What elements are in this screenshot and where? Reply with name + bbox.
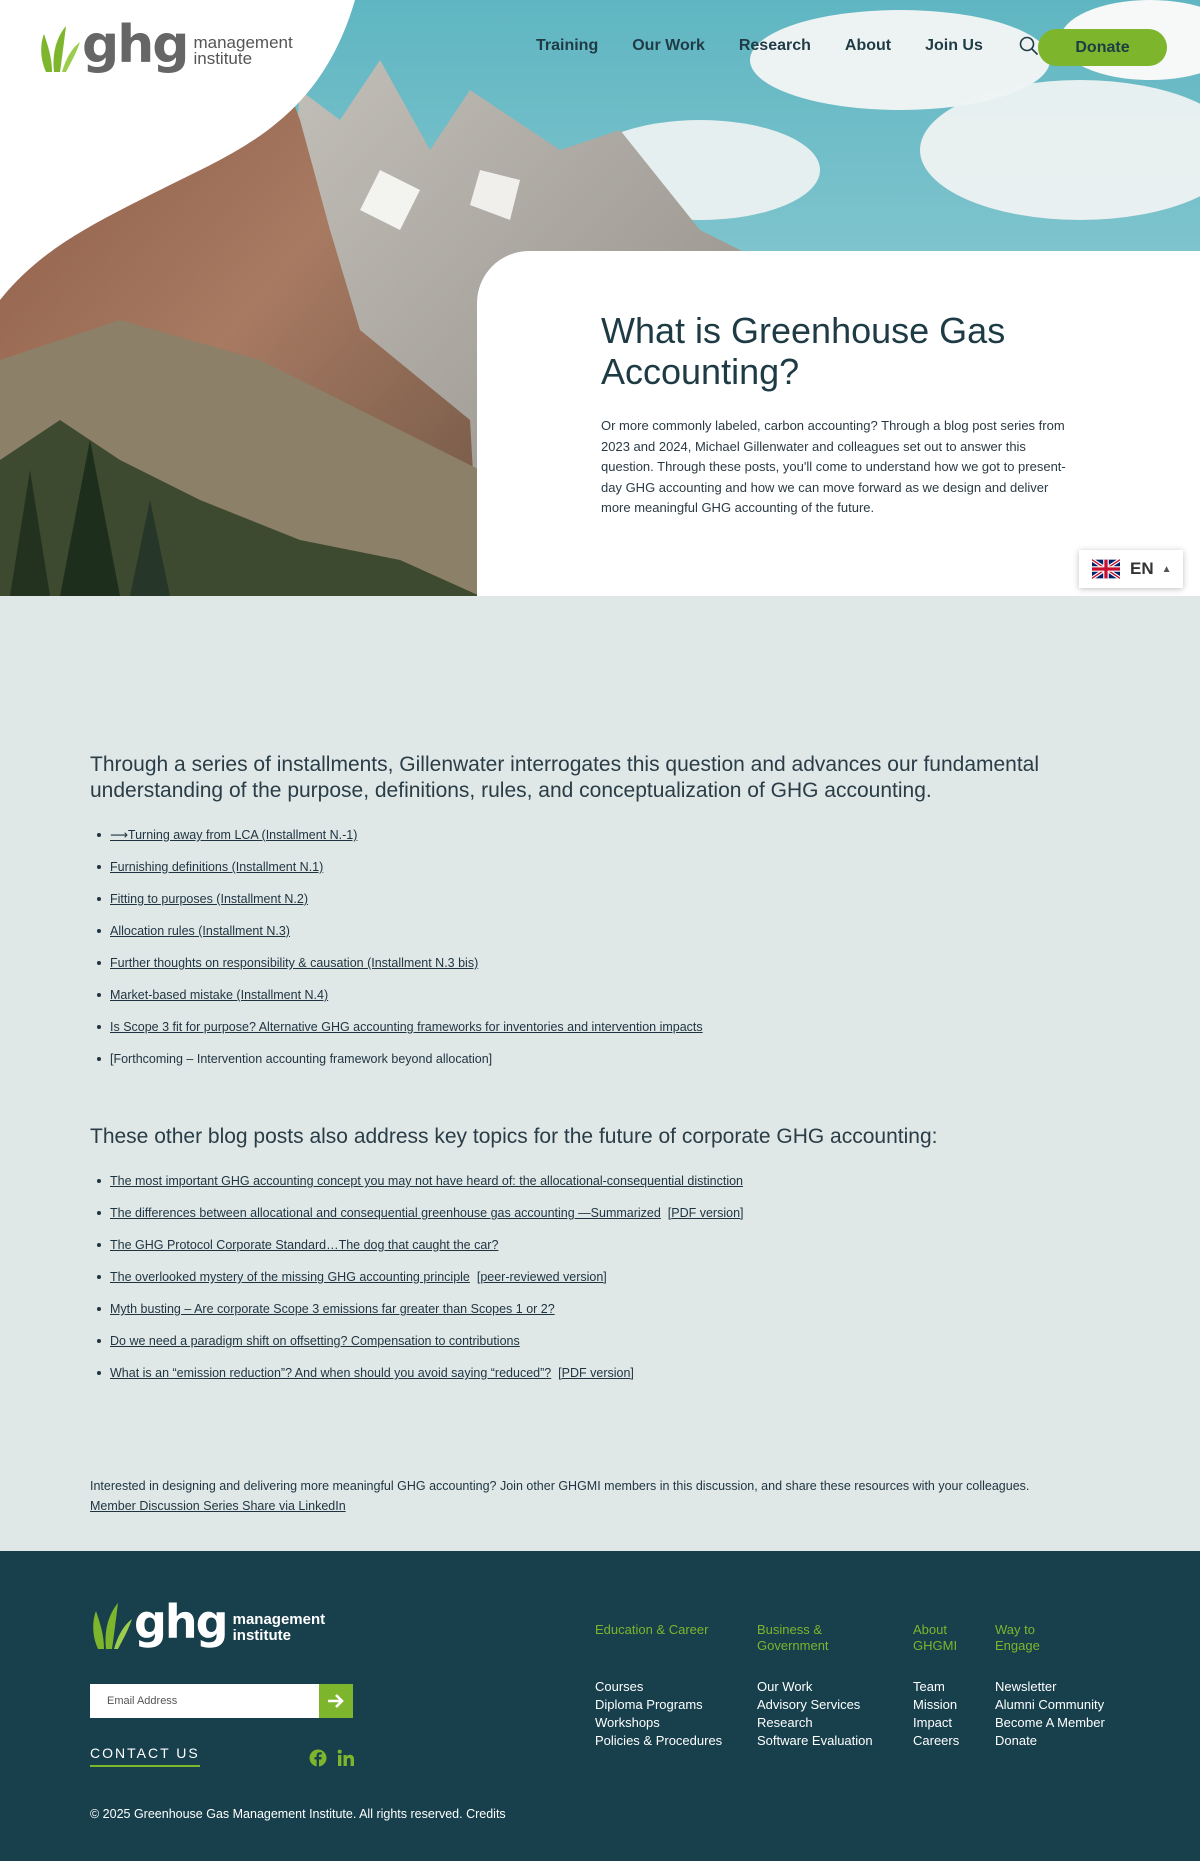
logo-subtitle-1: management <box>232 1611 326 1628</box>
logo-wordmark: ghg <box>82 15 188 75</box>
list-item <box>97 1018 703 1050</box>
footer-link[interactable]: Diploma Programs <box>595 1697 703 1712</box>
list-item <box>97 986 703 1018</box>
installment-link[interactable]: Fitting to purposes (Installment N.2) <box>110 892 308 906</box>
logo-subtitle-2: institute <box>232 1627 291 1644</box>
footer-link[interactable]: Become A Member <box>995 1715 1105 1730</box>
donate-button[interactable]: Donate <box>1038 29 1167 66</box>
main-nav <box>536 36 1075 56</box>
footer-link[interactable]: Impact <box>913 1715 953 1730</box>
pdf-version-link[interactable]: PDF version <box>671 1206 741 1220</box>
list-item <box>97 1236 744 1268</box>
nav-about[interactable]: About <box>844 37 892 54</box>
nav-join-us[interactable]: Join Us <box>925 37 983 54</box>
list-item <box>97 1268 744 1300</box>
footer-col-heading: Business & Government <box>757 1622 829 1653</box>
post-link[interactable]: The GHG Protocol Corporate Standard…The dog that caught the car? <box>110 1238 499 1252</box>
email-input[interactable]: Email Address <box>90 1684 319 1718</box>
bracket-open: [ <box>660 1206 672 1220</box>
linkedin-icon[interactable] <box>337 1749 355 1767</box>
list-item <box>97 1172 744 1204</box>
footer-link[interactable]: Courses <box>595 1679 644 1694</box>
logo-wordmark: ghg <box>134 1595 227 1649</box>
list-item <box>97 1204 744 1236</box>
footer-link[interactable]: Advisory Services <box>757 1697 861 1712</box>
share-linkedin-link[interactable]: Member Discussion Series Share via LinkedIn <box>90 1499 346 1513</box>
footer-link[interactable]: Our Work <box>757 1679 813 1694</box>
bracket-open: [ <box>551 1366 562 1380</box>
footer-link[interactable]: Newsletter <box>995 1679 1057 1694</box>
list-item <box>97 954 703 986</box>
facebook-icon[interactable] <box>309 1749 327 1767</box>
footer-col-heading: Way to Engage <box>995 1622 1040 1653</box>
footer-link[interactable]: Mission <box>913 1697 958 1712</box>
main-content <box>0 596 1200 1551</box>
other-posts-lead-text: These other blog posts also address key topics for the future of corporate GHG accounting: <box>90 1125 938 1148</box>
installment-link[interactable]: Furnishing definitions (Installment N.1) <box>110 860 324 874</box>
arrow-right-icon <box>327 1693 345 1709</box>
list-item <box>97 858 703 890</box>
contact-us-link[interactable]: CONTACT US <box>90 1745 200 1767</box>
footer-link[interactable]: Team <box>913 1679 945 1694</box>
post-link[interactable]: What is an “emission reduction”? And when should you avoid saying “reduced”? <box>110 1366 552 1380</box>
list-item <box>97 1300 744 1332</box>
footer-link[interactable]: Software Evaluation <box>757 1733 873 1748</box>
list-item <box>97 1332 744 1364</box>
chevron-up-icon: ▲ <box>1161 563 1172 575</box>
list-item <box>97 1050 703 1082</box>
intro-paragraph: Or more commonly labeled, carbon accounting? Through a blog post series from 2023 and 2024, Michael Gillenwater and colleagues set out to answer this question. Through these posts, you'll come to understand how we got to present-day GHG accounting and how we can move forward as we design and deliver more meaningful GHG accounting of the future. <box>601 418 1066 515</box>
email-submit-button[interactable] <box>319 1684 353 1718</box>
list-item <box>97 922 703 954</box>
bracket-close: ] <box>740 1206 744 1220</box>
other-posts-list <box>97 1172 744 1396</box>
leaf-logo-icon <box>38 24 80 74</box>
forthcoming-text: [Forthcoming – Intervention accounting framework beyond allocation] <box>110 1052 493 1066</box>
installment-link[interactable]: ⟶Turning away from LCA (Installment N.-1) <box>110 828 358 842</box>
post-link[interactable]: Do we need a paradigm shift on offsetting? Compensation to contributions <box>110 1334 520 1348</box>
post-link[interactable]: The most important GHG accounting concept you may not have heard of: the allocational-consequential distinction <box>110 1174 743 1188</box>
list-item <box>97 826 703 858</box>
cta-text: Interested in designing and delivering more meaningful GHG accounting? Join other GHGMI members in this discussion, and share these resources with your colleagues. <box>90 1479 1030 1493</box>
bracket-close: ] <box>603 1270 607 1284</box>
bracket-open: [ <box>469 1270 481 1284</box>
installment-link[interactable]: Is Scope 3 fit for purpose? Alternative GHG accounting frameworks for inventories and intervention impacts <box>110 1020 703 1034</box>
footer-col-about <box>913 1622 963 1750</box>
nav-our-work[interactable]: Our Work <box>632 37 705 54</box>
footer <box>0 1551 1200 1861</box>
list-item <box>97 890 703 922</box>
series-lead-text: Through a series of installments, Gillenwater interrogates this question and advances our fundamental understanding of the purpose, definitions, rules, and conceptualization of GHG accounting. <box>90 753 1040 802</box>
language-switcher[interactable] <box>1079 550 1183 588</box>
nav-research[interactable]: Research <box>738 37 811 54</box>
page-title: What is Greenhouse Gas Accounting? <box>601 310 1006 392</box>
footer-link[interactable]: Donate <box>995 1733 1037 1748</box>
footer-col-business <box>757 1622 873 1750</box>
list-item <box>97 1364 744 1396</box>
peer-reviewed-link[interactable]: peer-reviewed version <box>480 1270 604 1284</box>
footer-col-heading: About GHGMI <box>913 1622 958 1653</box>
footer-link[interactable]: Policies & Procedures <box>595 1733 723 1748</box>
pdf-version-link[interactable]: PDF version <box>561 1366 631 1380</box>
uk-flag-icon <box>1092 559 1120 579</box>
installments-list <box>97 826 703 1082</box>
bracket-close: ] <box>630 1366 634 1380</box>
footer-link[interactable]: Research <box>757 1715 813 1730</box>
installment-link[interactable]: Further thoughts on responsibility & causation (Installment N.3 bis) <box>110 956 479 970</box>
logo-subtitle-2: institute <box>193 49 253 68</box>
footer-col-heading: Education & Career <box>595 1622 709 1637</box>
footer-link[interactable]: Careers <box>913 1733 960 1748</box>
post-link[interactable]: The overlooked mystery of the missing GHG accounting principle <box>110 1270 470 1284</box>
nav-training[interactable]: Training <box>536 37 599 54</box>
hero-section <box>0 0 1200 596</box>
footer-link[interactable]: Workshops <box>595 1715 660 1730</box>
footer-link[interactable]: Alumni Community <box>995 1697 1105 1712</box>
installment-link[interactable]: Allocation rules (Installment N.3) <box>110 924 290 938</box>
footer-col-engage <box>995 1622 1105 1750</box>
post-link[interactable]: Myth busting – Are corporate Scope 3 emissions far greater than Scopes 1 or 2? <box>110 1302 555 1316</box>
copyright-text: © 2025 Greenhouse Gas Management Institute. All rights reserved. Credits <box>90 1807 506 1821</box>
footer-col-education <box>595 1622 725 1750</box>
footer-logo[interactable] <box>90 1595 326 1651</box>
logo-subtitle-1: management <box>193 33 293 52</box>
leaf-logo-icon <box>90 1601 132 1651</box>
language-code: EN <box>1130 559 1154 578</box>
installment-link[interactable]: Market-based mistake (Installment N.4) <box>110 988 329 1002</box>
post-link[interactable]: The differences between allocational and consequential greenhouse gas accounting —Summarized <box>110 1206 661 1220</box>
header-logo[interactable] <box>38 15 293 75</box>
search-icon[interactable] <box>1019 36 1039 56</box>
